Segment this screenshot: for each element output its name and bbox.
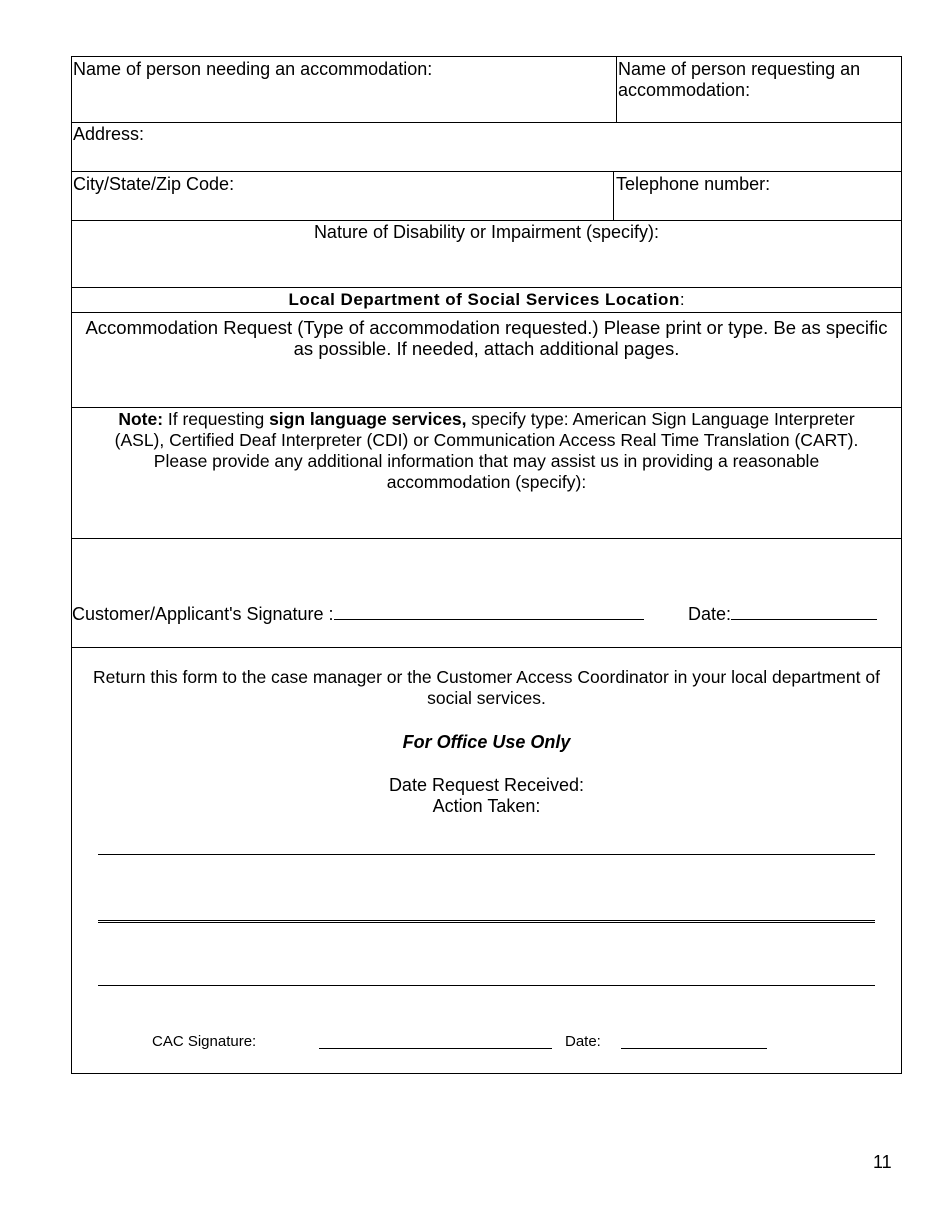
applicant-signature-label: Customer/Applicant's Signature : — [72, 604, 334, 624]
return-instructions: Return this form to the case manager or the Customer Access Coordinator in your local department of social services. — [93, 667, 880, 708]
additional-info-label: Please provide any additional information that may assist us in providing a reasonable accommodation (specify): — [153, 451, 820, 492]
ldss-location-label: Local Department of Social Services Location — [288, 290, 680, 309]
address-label: Address: — [73, 124, 145, 144]
action-line-2[interactable] — [98, 920, 875, 923]
city-state-zip-field[interactable] — [72, 172, 613, 220]
name-needing-label: Name of person needing an accommodation: — [73, 59, 433, 79]
nature-of-disability-label: Nature of Disability or Impairment (specify): — [313, 222, 660, 242]
note-row — [72, 408, 901, 539]
action-line-3[interactable] — [98, 985, 875, 986]
address-row — [72, 123, 901, 172]
disability-row — [72, 221, 901, 288]
ldss-location-row — [72, 288, 901, 313]
city-state-zip-label: City/State/Zip Code: — [73, 174, 235, 194]
applicant-date-label: Date: — [688, 604, 732, 624]
note-label: Note: — [118, 409, 164, 429]
cac-date-label: Date: — [565, 1033, 601, 1050]
applicant-signature-line[interactable] — [72, 604, 644, 625]
date-received-label: Date Request Received: — [388, 775, 585, 795]
ldss-location-field[interactable]: Local Department of Social Services Location: — [288, 290, 685, 309]
name-requesting-label: Name of person requesting an accommodation: — [618, 59, 861, 100]
action-line-1[interactable] — [98, 854, 875, 855]
signature-row — [72, 539, 901, 648]
accommodation-request-form — [71, 56, 902, 1074]
applicant-date-blank[interactable] — [731, 605, 877, 620]
city-phone-row — [72, 172, 901, 221]
applicant-signature-blank[interactable] — [334, 605, 644, 620]
address-field[interactable] — [72, 123, 901, 171]
note-block[interactable] — [72, 408, 901, 538]
office-use-heading: For Office Use Only — [402, 732, 571, 752]
accommodation-request-row — [72, 313, 901, 408]
note-text: Note: If requesting sign language services, specify type: American Sign Language Interpreter (ASL), Certified Deaf Interpreter (CDI) or Communication Access Real Time Translation (CART). — [114, 409, 859, 450]
telephone-field[interactable] — [614, 172, 901, 220]
cac-signature-blank[interactable] — [319, 1034, 552, 1049]
nature-of-disability-field[interactable] — [72, 221, 901, 287]
page-number: 11 — [873, 1152, 892, 1172]
name-requesting-field[interactable] — [617, 57, 901, 122]
cac-date-blank[interactable] — [621, 1034, 767, 1049]
cac-signature-label: CAC Signature: — [152, 1033, 257, 1050]
applicant-date-line[interactable] — [688, 604, 877, 625]
sign-language-emphasis: sign language services, — [269, 409, 467, 429]
action-taken-label: Action Taken: — [432, 796, 541, 816]
telephone-label: Telephone number: — [616, 174, 771, 194]
accommodation-request-label: Accommodation Request (Type of accommodation requested.) Please print or type. Be as specific as possible. If needed, attach additional pages. — [85, 317, 888, 359]
names-row — [72, 57, 901, 123]
name-needing-field[interactable] — [72, 57, 616, 122]
accommodation-request-field[interactable] — [72, 313, 901, 407]
office-fields — [72, 775, 901, 817]
